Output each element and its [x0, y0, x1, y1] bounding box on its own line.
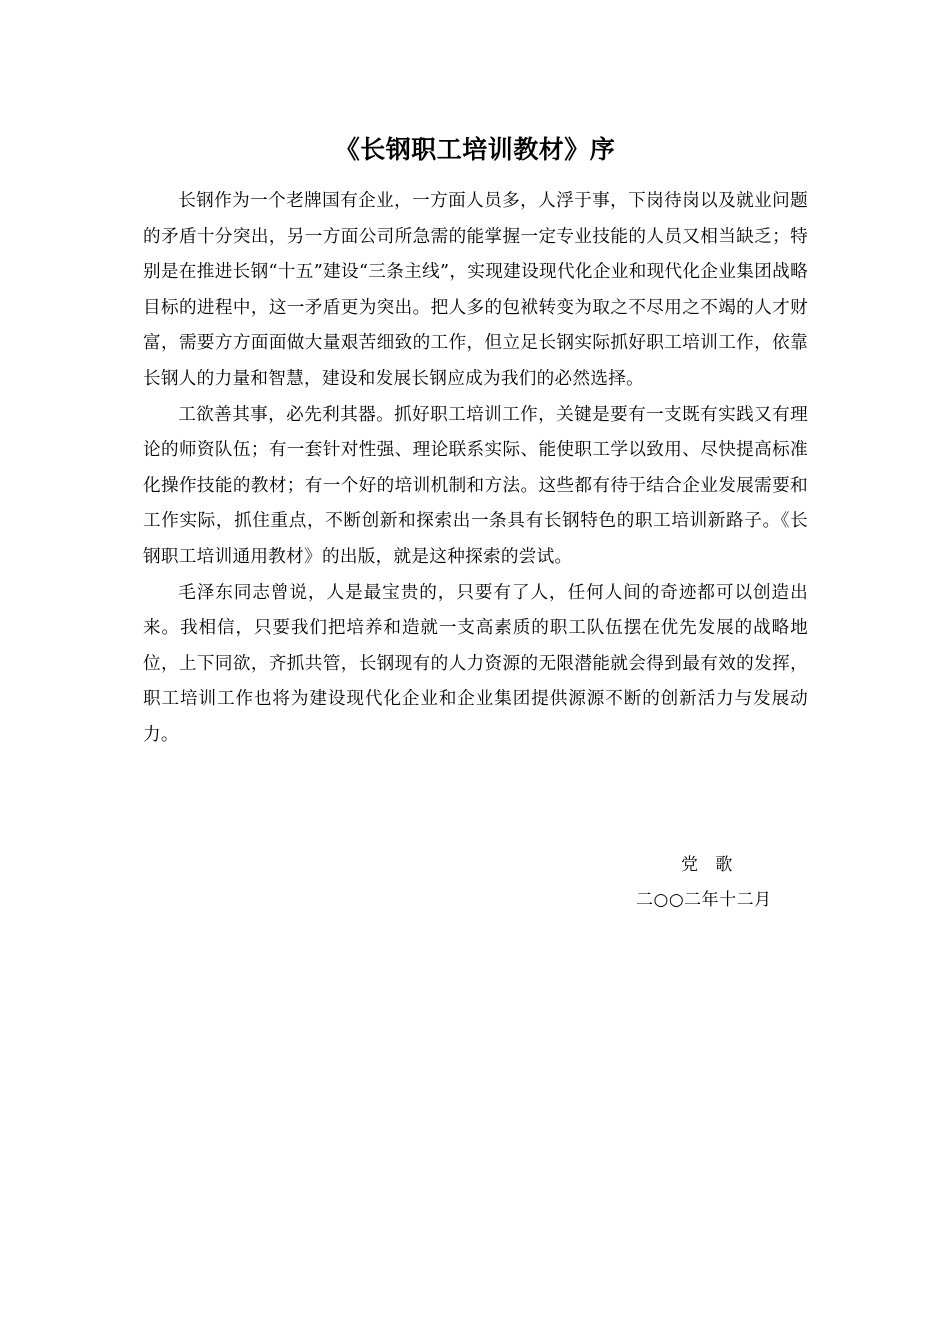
author-name: 党 歌 — [681, 855, 739, 875]
paragraph-1: 长钢作为一个老牌国有企业，一方面人员多，人浮于事，下岗待岗以及就业问题的矛盾十分突出，另一方面公司所急需的能掌握一定专业技能的人员又相当缺乏；特别是在推进长钢“十五”建设“三条主线”，实现建设现代化企业和现代化企业集团战略目标的进程中，这一矛盾更为突出。把人多的包袱转变为取之不尽用之不竭的人才财富，需要方方面面做大量艰苦细致的工作，但立足长钢实际抓好职工培训工作，依靠长钢人的力量和智慧，建设和发展长钢应成为我们的必然选择。 — [143, 191, 808, 389]
document-title: 《长钢职工培训教材》序 — [334, 135, 616, 164]
paragraph-3: 毛泽东同志曾说，人是最宝贵的，只要有了人，任何人间的奇迹都可以创造出来。我相信，只要我们把培养和造就一支高素质的职工队伍摆在优先发展的战略地位，上下同欲，齐抓共管，长钢现有的人力资源的无限潜能就会得到最有效的发挥，职工培训工作也将为建设现代化企业和企业集团提供源源不断的创新活力与发展动力。 — [143, 582, 808, 745]
document-body — [143, 184, 808, 754]
paragraph-2: 工欲善其事，必先利其器。抓好职工培训工作，关键是要有一支既有实践又有理论的师资队伍；有一套针对性强、理论联系实际、能使职工学以致用、尽快提高标准化操作技能的教材；有一个好的培训机制和方法。这些都有待于结合企业发展需要和工作实际，抓住重点，不断创新和探索出一条具有长钢特色的职工培训新路子。《长钢职工培训通用教材》的出版，就是这种探索的尝试。 — [143, 404, 808, 567]
signature-block — [636, 848, 790, 910]
signature-date: 二○○二年十二月 — [636, 890, 772, 910]
